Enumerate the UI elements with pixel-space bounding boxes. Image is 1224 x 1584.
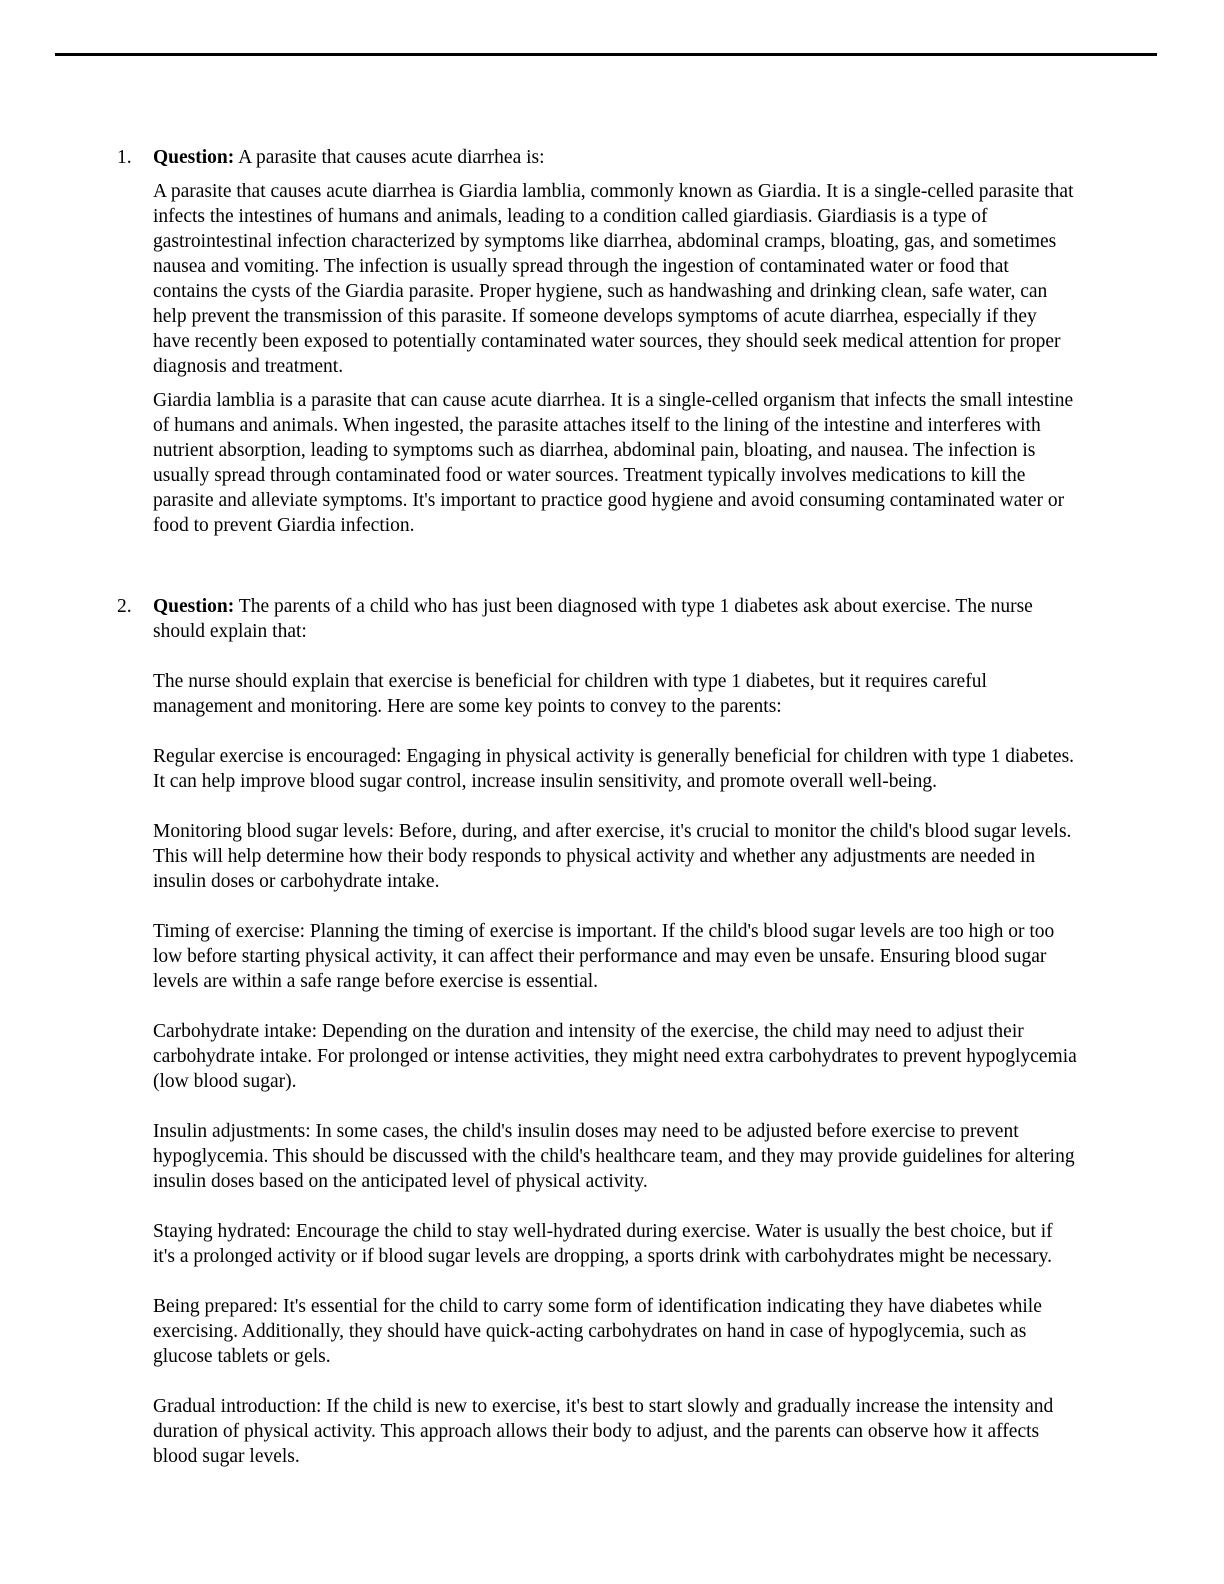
answer-paragraph: Regular exercise is encouraged: Engaging in physical activity is generally beneficial for children with type 1 diabetes. It can help improve blood sugar control, increase insulin sensitivity, and promote overall well-being. xyxy=(153,746,1075,792)
question-1-label: Question: xyxy=(153,147,235,168)
header-rule xyxy=(55,53,1157,56)
answer-paragraph: The nurse should explain that exercise is beneficial for children with type 1 diabetes, but it requires careful management and monitoring. Here are some key points to convey to the parents: xyxy=(153,671,987,717)
question-2-label: Question: xyxy=(153,596,235,617)
question-1-line xyxy=(117,145,1077,170)
answer-paragraph: Timing of exercise: Planning the timing of exercise is important. If the child's blood sugar levels are too high or too low before starting physical activity, it can affect their performance and may even be unsafe. Ensuring blood sugar levels are within a safe range before exercise is essential. xyxy=(153,921,1055,992)
question-2-prompt: The parents of a child who has just been diagnosed with type 1 diabetes ask about exercise. The nurse should explain that: xyxy=(153,596,1033,642)
question-1-answer xyxy=(117,179,1077,538)
answer-paragraph: A parasite that causes acute diarrhea is Giardia lamblia, commonly known as Giardia. It is a single-celled parasite that infects the intestines of humans and animals, leading to a condition called giardiasis. Giardiasis is a type of gastrointestinal infection characterized by symptoms like diarrhea, abdominal cramps, bloating, gas, and sometimes nausea and vomiting. The infection is usually spread through the ingestion of contaminated water or food that contains the cysts of the Giardia parasite. Proper hygiene, such as handwashing and drinking clean, safe water, can help prevent the transmission of this parasite. If someone develops symptoms of acute diarrhea, especially if they have recently been exposed to potentially contaminated water sources, they should seek medical attention for proper diagnosis and treatment. xyxy=(153,181,1074,377)
answer-paragraph: Monitoring blood sugar levels: Before, during, and after exercise, it's crucial to monitor the child's blood sugar levels. This will help determine how their body responds to physical activity and whether any adjustments are needed in insulin doses or carbohydrate intake. xyxy=(153,821,1072,892)
answer-paragraph: Carbohydrate intake: Depending on the duration and intensity of the exercise, the child may need to adjust their carbohydrate intake. For prolonged or intense activities, they might need extra carbohydrates to prevent hypoglycemia (low blood sugar). xyxy=(153,1021,1077,1092)
answer-paragraph: Being prepared: It's essential for the child to carry some form of identification indicating they have diabetes while exercising. Additionally, they should have quick-acting carbohydrates on hand in case of hypoglycemia, such as glucose tablets or gels. xyxy=(153,1296,1042,1367)
question-2-number: 2. xyxy=(117,596,132,617)
answer-paragraph: Giardia lamblia is a parasite that can cause acute diarrhea. It is a single-celled organism that infects the small intestine of humans and animals. When ingested, the parasite attaches itself to the lining of the intestine and interferes with nutrient absorption, leading to symptoms such as diarrhea, abdominal pain, bloating, and nausea. The infection is usually spread through contaminated food or water sources. Treatment typically involves medications to kill the parasite and alleviate symptoms. It's important to practice good hygiene and avoid consuming contaminated water or food to prevent Giardia infection. xyxy=(153,390,1074,536)
question-2 xyxy=(117,594,1077,1469)
answer-paragraph: Insulin adjustments: In some cases, the child's insulin doses may need to be adjusted before exercise to prevent hypoglycemia. This should be discussed with the child's healthcare team, and they may provide guidelines for altering insulin doses based on the anticipated level of physical activity. xyxy=(153,1121,1075,1192)
question-1-prompt: A parasite that causes acute diarrhea is: xyxy=(238,147,545,168)
question-1-number: 1. xyxy=(117,147,132,168)
question-2-line xyxy=(117,594,1077,644)
answer-paragraph: Staying hydrated: Encourage the child to stay well-hydrated during exercise. Water is usually the best choice, but if it's a prolonged activity or if blood sugar levels are dropping, a sports drink with carbohydrates might be necessary. xyxy=(153,1221,1053,1267)
question-2-answer xyxy=(117,669,1077,1469)
question-1 xyxy=(117,145,1077,538)
answer-paragraph: Gradual introduction: If the child is new to exercise, it's best to start slowly and gradually increase the intensity and duration of physical activity. This approach allows their body to adjust, and the parents can observe how it affects blood sugar levels. xyxy=(153,1396,1054,1467)
